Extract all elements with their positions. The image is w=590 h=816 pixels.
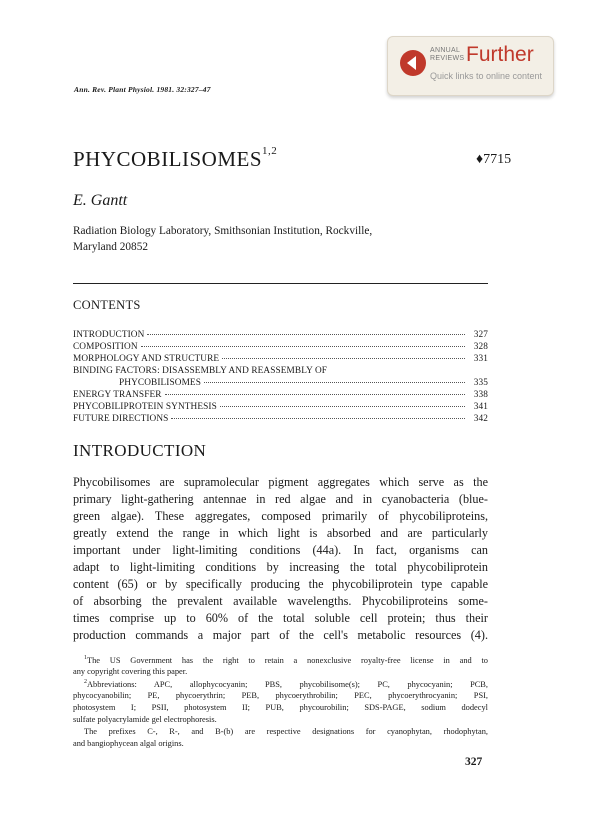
toc-label: PHYCOBILISOMES: [119, 378, 201, 388]
footnote-marker: 2: [84, 679, 87, 685]
toc-item[interactable]: [73, 390, 488, 400]
toc-page: 331: [473, 354, 488, 364]
toc-page: 341: [473, 402, 488, 412]
badge-reviews-text: REVIEWS: [430, 55, 465, 62]
body-line: production commands a major part of the cell's metabolic resources (4).: [73, 628, 488, 642]
further-badge[interactable]: [387, 36, 554, 96]
title-superscript: 1,2: [262, 145, 278, 157]
divider: [73, 283, 488, 284]
body-line: of absorbing the prevalent available wavelengths. Phycobiliproteins some-: [73, 594, 488, 608]
affiliation: [73, 223, 433, 255]
toc-item[interactable]: [73, 414, 488, 424]
toc-label: MORPHOLOGY AND STRUCTURE: [73, 354, 220, 364]
toc-page: 335: [473, 378, 488, 388]
badge-further-text: Further: [466, 43, 534, 66]
title-text: PHYCOBILISOMES: [73, 147, 263, 171]
body-line: greatly extend the range in which light is absorbed and are particularly: [73, 526, 488, 540]
body-line: important under light-limiting conditions (44a). In fact, organisms can: [73, 543, 488, 557]
body-line: times comprise up to 60% of the total soluble cell protein; thus their: [73, 611, 488, 625]
toc-label: PHYCOBILIPROTEIN SYNTHESIS: [73, 402, 217, 412]
body-line: adapt to light-limiting conditions by increasing the total phycobiliprotein: [73, 560, 488, 574]
badge-annual-text: ANNUAL: [430, 47, 461, 54]
toc-label: BINDING FACTORS: DISASSEMBLY AND REASSEMBLY OF: [73, 366, 328, 376]
author-name: E. Gantt: [73, 192, 128, 209]
badge-subtitle: Quick links to online content: [430, 71, 543, 81]
footnote-marker: 1: [84, 655, 87, 661]
toc-item[interactable]: [73, 402, 488, 412]
body-line: primary light-gathering antennae in red algae and in cyanobacteria (blue-: [73, 492, 488, 506]
footnote: photosystem I; PSII, photosystem II; PUB, phycourobilin; SDS-PAGE, sodium dodecyl: [73, 703, 488, 712]
contents-heading: CONTENTS: [73, 298, 141, 312]
journal-reference: Ann. Rev. Plant Physiol. 1981. 32:327–47: [74, 85, 211, 94]
toc-label: ENERGY TRANSFER: [73, 390, 162, 400]
footnote: [84, 679, 488, 689]
section-heading: INTRODUCTION: [73, 441, 207, 460]
toc-page: 342: [473, 414, 488, 424]
footnote-text: The US Government has the right to retain a nonexclusive royalty-free license in and to: [87, 655, 488, 665]
body-line: Phycobilisomes are supramolecular pigment aggregates which serve as the: [73, 475, 488, 489]
page-number: 327: [465, 756, 483, 768]
toc-page: 327: [473, 330, 488, 340]
annual-reviews-logo-icon: [400, 50, 426, 76]
toc-label: INTRODUCTION: [73, 330, 145, 340]
footnote: [84, 655, 488, 665]
toc-item[interactable]: [73, 354, 488, 364]
toc-label: FUTURE DIRECTIONS: [73, 414, 169, 424]
toc-page: 338: [473, 390, 488, 400]
article-code: ♦7715: [476, 152, 512, 167]
affiliation-line: Maryland 20852: [73, 241, 148, 253]
body-line: content (65) or by specifically producing the phycobiliprotein type capable: [73, 577, 488, 591]
toc-page: 328: [473, 342, 488, 352]
footnote: and bangiophycean algal origins.: [73, 739, 184, 748]
footnote: any copyright covering this paper.: [73, 667, 188, 676]
footnote: The prefixes C-, R-, and B-(b) are respective designations for cyanophytan, rhodophytan,: [84, 727, 488, 736]
body-line: green algae). These aggregates, composed primarily of phycobiliproteins,: [73, 509, 488, 523]
footnote-text: Abbreviations: APC, allophycocyanin; PBS, phycobilisome(s); PC, phycocyanin; PCB,: [87, 679, 488, 689]
affiliation-line: Radiation Biology Laboratory, Smithsonian Institution, Rockville,: [73, 225, 373, 237]
toc-item[interactable]: [73, 366, 488, 376]
toc-label: COMPOSITION: [73, 342, 138, 352]
toc-item[interactable]: [73, 342, 488, 352]
toc-item[interactable]: [119, 378, 488, 388]
article-title: [73, 147, 277, 172]
footnote: sulfate polyacrylamide gel electrophoresis.: [73, 715, 217, 724]
footnote: phycocyanobilin; PE, phycoerythrin; PEB, phycoerythrobilin; PEC, phycoerythrocyanin; PSI,: [73, 691, 488, 700]
toc-item[interactable]: [73, 330, 488, 340]
